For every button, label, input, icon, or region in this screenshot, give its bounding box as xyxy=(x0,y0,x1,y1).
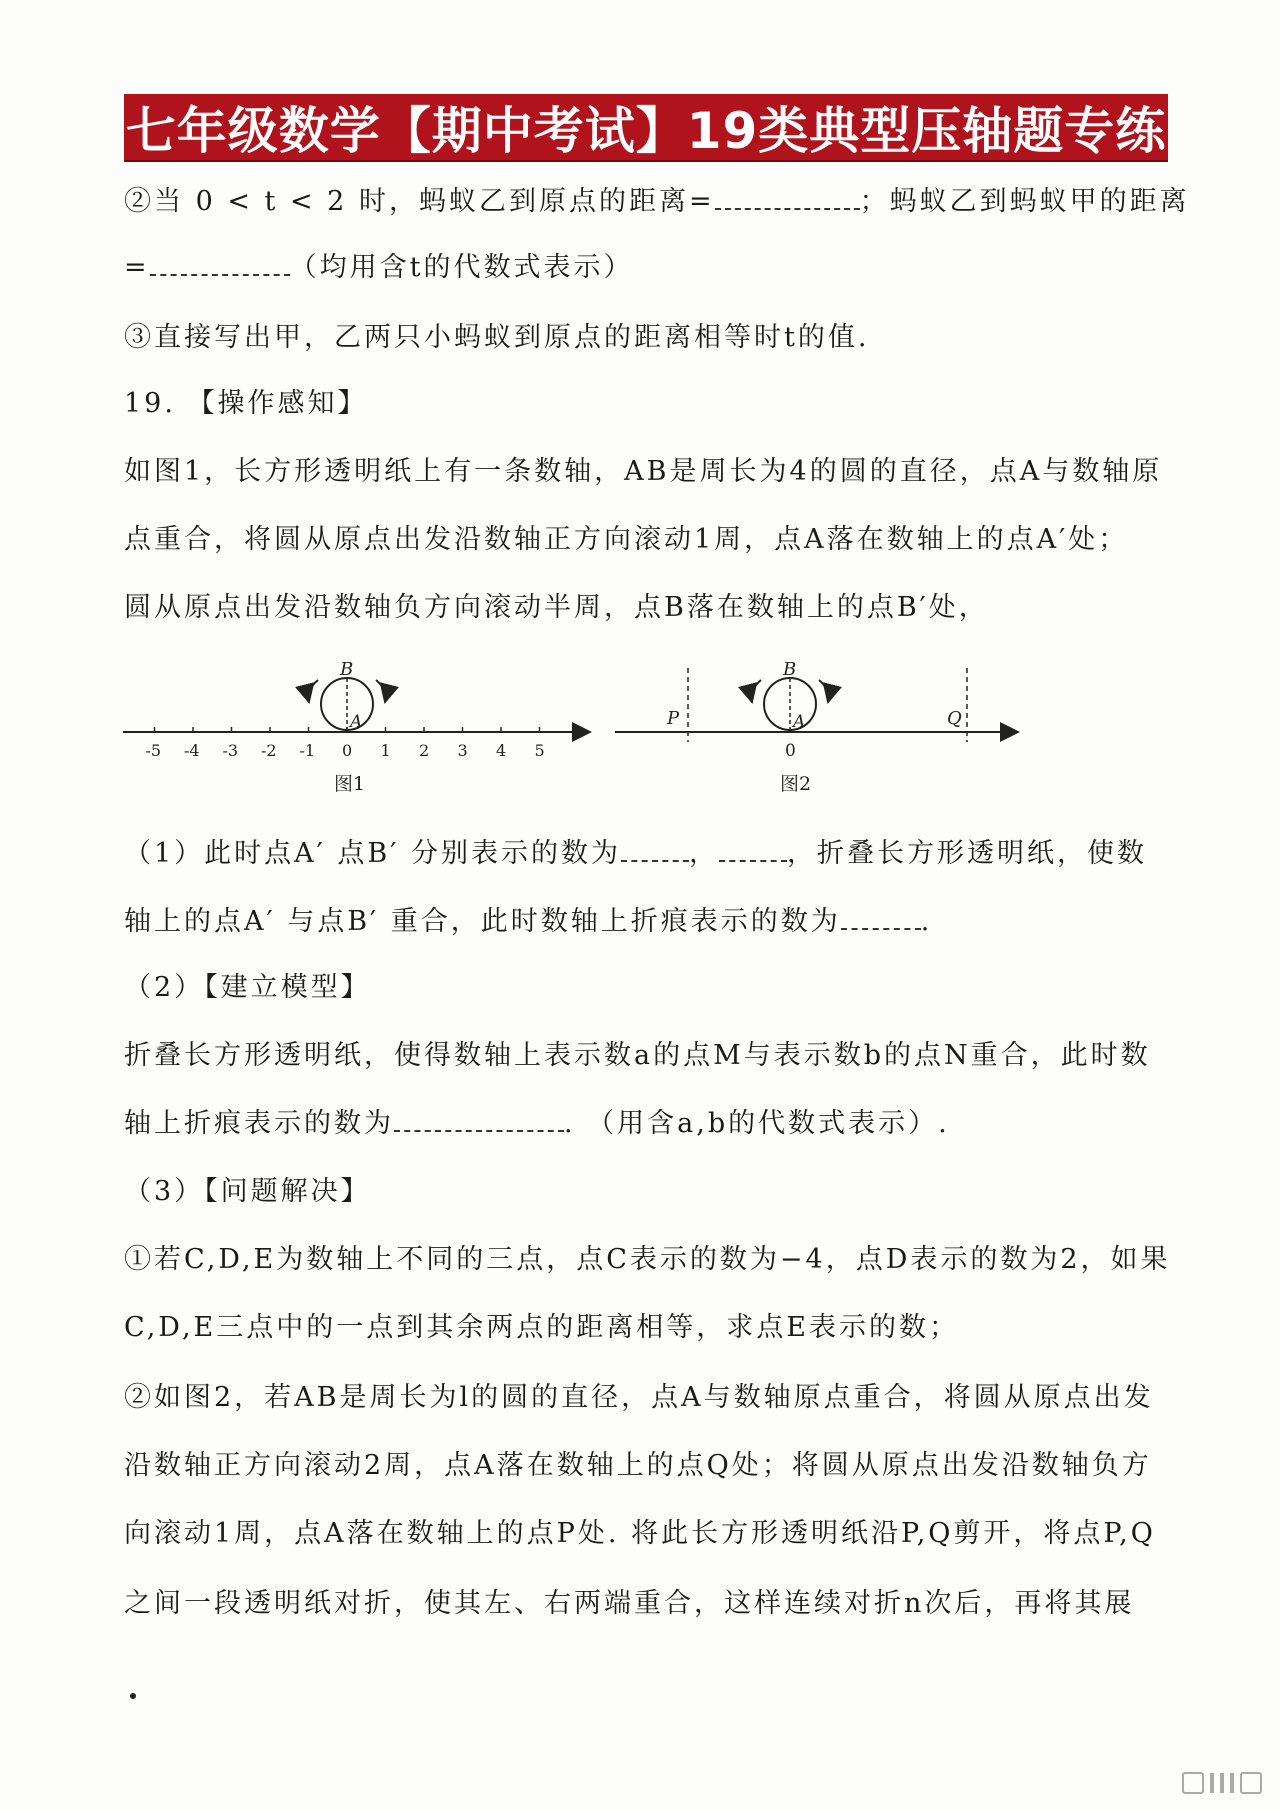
label-zero-fig2: 0 xyxy=(785,741,796,761)
axis-tick-label: 1 xyxy=(380,741,391,760)
line-8-part-c: ，折叠长方形透明纸，使数 xyxy=(786,838,1147,869)
text-line-8 xyxy=(124,834,1174,874)
page-icon xyxy=(1240,1772,1262,1794)
roll-right-arrow-icon xyxy=(819,680,829,702)
axis-tick-label: 4 xyxy=(496,741,507,760)
scroll-bar-icon xyxy=(1230,1773,1234,1793)
axis-tick-label: -4 xyxy=(184,741,200,760)
figure-1-caption: 图1 xyxy=(334,773,366,795)
text-line-5: 如图1，长方形透明纸上有一条数轴，AB是周长为4的圆的直径，点A与数轴原 xyxy=(124,456,1163,487)
page-icon xyxy=(1182,1772,1204,1794)
line-12-part-b: . （用含a,b的代数式表示）. xyxy=(564,1108,950,1139)
axis-tick-label: -5 xyxy=(145,741,162,760)
answer-blank[interactable] xyxy=(719,846,787,862)
label-p: P xyxy=(667,708,680,729)
line-2-part-b: （均用含t的代数式表示） xyxy=(289,252,634,283)
axis-tick-label: 5 xyxy=(534,741,545,760)
part-3-heading: （3）【问题解决】 xyxy=(124,1176,371,1207)
text-line-9 xyxy=(124,902,1174,942)
line-1-part-b: ；蚂蚁乙到蚂蚁甲的距离 xyxy=(859,186,1190,217)
page-title: 七年级数学【期中考试】19类典型压轴题专练 xyxy=(125,102,1167,160)
part-2-heading: （2）【建立模型】 xyxy=(124,972,371,1003)
answer-blank[interactable] xyxy=(841,914,921,930)
text-line-7: 圆从原点出发沿数轴负方向滚动半周，点B落在数轴上的点B′处， xyxy=(124,592,989,623)
text-line-17: 沿数轴正方向滚动2周，点A落在数轴上的点Q处；将圆从原点出发沿数轴负方 xyxy=(124,1450,1152,1481)
line-9-part-b: . xyxy=(920,906,933,937)
text-line-6: 点重合，将圆从原点出发沿数轴正方向滚动1周，点A落在数轴上的点A′处； xyxy=(124,524,1129,555)
label-b-fig2: B xyxy=(783,659,797,680)
label-a-fig1: A xyxy=(350,712,363,732)
answer-blank[interactable] xyxy=(621,846,689,862)
label-b-fig1: B xyxy=(340,659,354,680)
text-line-12 xyxy=(124,1104,1174,1144)
scroll-bar-icon xyxy=(1220,1773,1224,1793)
figure-1 xyxy=(123,659,590,795)
axis-tick-label: 0 xyxy=(342,741,353,760)
axis-tick-label: 3 xyxy=(457,741,468,760)
text-line-16: ②如图2，若AB是周长为l的圆的直径，点A与数轴原点重合，将圆从原点出发 xyxy=(124,1382,1154,1413)
text-line-19: 之间一段透明纸对折，使其左、右两端重合，这样连续对折n次后，再将其展 xyxy=(124,1588,1135,1619)
text-line-18: 向滚动1周，点A落在数轴上的点P处. 将此长方形透明纸沿P,Q剪开，将点P,Q xyxy=(124,1518,1156,1549)
figure-2 xyxy=(615,659,1018,795)
scroll-indicator xyxy=(1092,1770,1262,1796)
text-line-3: ③直接写出甲，乙两只小蚂蚁到原点的距离相等时t的值. xyxy=(124,322,870,353)
axis-tick-label: 2 xyxy=(419,741,430,760)
figure-2-caption: 图2 xyxy=(780,773,812,795)
line-8-part-b: ， xyxy=(688,838,719,869)
scroll-bar-icon xyxy=(1210,1773,1214,1793)
axis-tick-label: -3 xyxy=(222,741,239,760)
text-line-11: 折叠长方形透明纸，使得数轴上表示数a的点M与表示数b的点N重合，此时数 xyxy=(124,1040,1151,1071)
number-line-figures xyxy=(0,0,1280,820)
roll-left-arrow-icon xyxy=(751,680,761,702)
text-line-14: ①若C,D,E为数轴上不同的三点，点C表示的数为−4，点D表示的数为2，如果 xyxy=(124,1244,1171,1275)
text-line-15: C,D,E三点中的一点到其余两点的距离相等，求点E表示的数； xyxy=(124,1312,959,1343)
label-q: Q xyxy=(947,708,962,729)
roll-right-arrow-icon xyxy=(376,680,386,702)
line-8-part-a: （1）此时点A′ 点B′ 分别表示的数为 xyxy=(124,838,621,869)
line-1-part-a: ②当 0 < t < 2 时，蚂蚁乙到原点的距离= xyxy=(124,186,715,217)
label-a-fig2: A xyxy=(793,712,806,732)
question-19-heading: 19. 【操作感知】 xyxy=(124,388,368,419)
line-9-part-a: 轴上的点A′ 与点B′ 重合，此时数轴上折痕表示的数为 xyxy=(124,906,841,937)
axis-tick-label: -1 xyxy=(299,741,316,760)
line-12-part-a: 轴上折痕表示的数为 xyxy=(124,1108,394,1139)
line-2-part-a: = xyxy=(124,252,150,283)
axis-tick-label: -2 xyxy=(261,741,277,760)
answer-blank[interactable] xyxy=(394,1116,564,1132)
roll-left-arrow-icon xyxy=(308,680,318,702)
trailing-period-mark xyxy=(130,1693,136,1699)
